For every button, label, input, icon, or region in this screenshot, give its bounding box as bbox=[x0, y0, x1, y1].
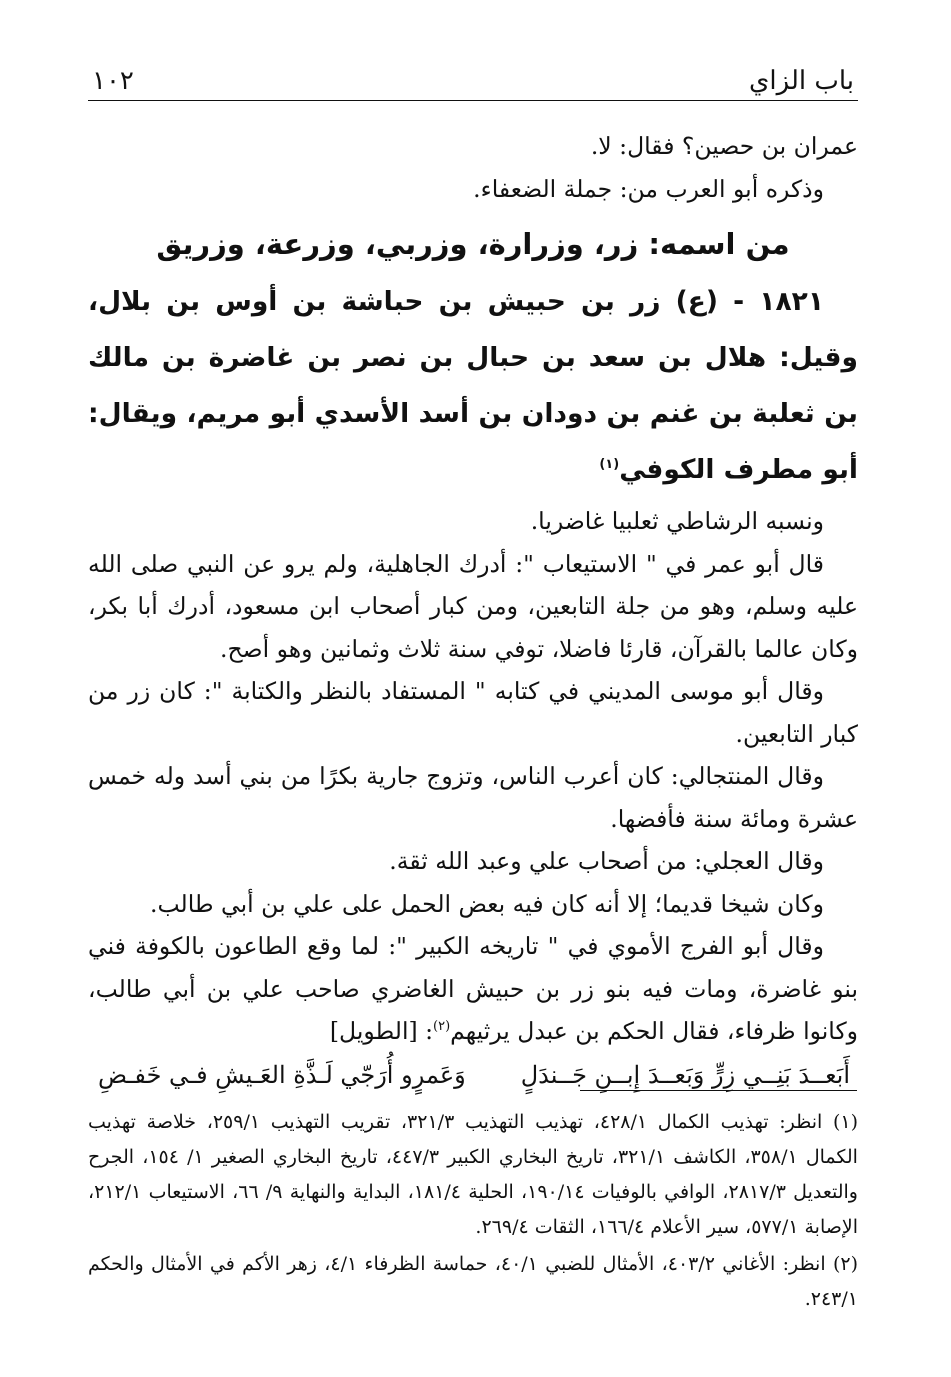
paragraph: وقال العجلي: من أصحاب علي وعبد الله ثقة. bbox=[389, 847, 824, 875]
page bbox=[88, 50, 858, 1097]
footnote-ref: (٢) bbox=[433, 1019, 451, 1035]
footnote: (٢) انظر: الأغاني ٤٠٣/٢، الأمثال للضبي ٤٠/١، حماسة الظرفاء ٤/١، زهر الأكم في الأمثال والحكم ٢٤٣/١. bbox=[88, 1253, 858, 1310]
running-header bbox=[88, 50, 858, 101]
paragraph-text: وقال أبو الفرج الأموي في " تاريخه الكبير ": لما وقع الطاعون بالكوفة فني بنو غاضرة، ومات فيه بنو زر بن حبيش الغاضري صاحب علي بن أبي طالب، وكانوا ظرفاء، فقال الحكم بن عبدل يرثيهم bbox=[88, 932, 858, 1045]
footnote-ref: (١) bbox=[599, 457, 620, 473]
footnotes bbox=[88, 1105, 858, 1319]
verse-second-hemistich: وَعَمرٍو أُرَجّي لَـذَّةِ العَـيشِ فـي خَفـضِ bbox=[98, 1060, 466, 1089]
paragraph: قال أبو عمر في " الاستيعاب ": أدرك الجاهلية، ولم يرو عن النبي صلى الله عليه وسلم، وهو من جلة التابعين، ومن كبار أصحاب ابن مسعود، أدرك أبا بكر، وكان عالما بالقرآن، قارئا فاضلا، توفي سنة ثلاث وثمانين وهو أصح. bbox=[88, 549, 858, 663]
footnote: (١) انظر: تهذيب الكمال ٤٢٨/١، تهذيب التهذيب ٣٢١/٣، تقريب التهذيب ٢٥٩/١، خلاصة تهذيب الكمال ٣٥٨/١، الكاشف ٣٢١/١، تاريخ البخاري الكبير ٤٤٧/٣، تاريخ البخاري الصغير ١/ ١٥٤، الجرح والتعديل ٢٨١٧/٣، الوافي بالوفيات ١٩٠/١٤، الحلية ١٨١/٤، البداية والنهاية ٩/ ٦٦، الاستيعاب ٢١٢/١، الإصابة ٥٧٧/١، سير الأعلام ١٦٦/٤، الثقات ٢٦٩/٤. bbox=[88, 1111, 858, 1238]
paragraph bbox=[88, 925, 858, 1053]
verse-first-hemistich: أَبَعــدَ بَنِــي زِرٍّ وَبَعــدَ إِبــنِ جَــندَلٍ bbox=[520, 1060, 850, 1089]
chapter-title: باب الزاي bbox=[749, 66, 854, 96]
paragraph: وقال أبو موسى المديني في كتابه " المستفاد بالنظر والكتابة ": كان زر من كبار التابعين. bbox=[88, 677, 858, 748]
main-text bbox=[88, 125, 858, 1097]
entry-text: ١٨٢١ - (ع) زر بن حبيش بن حباشة بن أوس بن بلال، وقيل: هلال بن سعد بن حبال بن نصر بن غاضرة بن مالك بن ثعلبة بن غنم بن دودان بن أسد الأسدي أبو مريم، ويقال: أبو مطرف الكوفي bbox=[88, 286, 858, 485]
footnote-separator bbox=[580, 1090, 857, 1091]
section-heading: من اسمه: زر، وزرارة، وزربي، وزرعة، وزريق bbox=[156, 227, 790, 261]
text-line: وذكره أبو العرب من: جملة الضعفاء. bbox=[473, 174, 824, 203]
meter-label: : [الطويل] bbox=[329, 1017, 434, 1045]
page-number: ١٠٢ bbox=[92, 66, 134, 96]
paragraph: ونسبه الرشاطي ثعلبيا غاضريا. bbox=[530, 507, 824, 535]
biography-entry bbox=[88, 274, 858, 498]
paragraph: وكان شيخا قديما؛ إلا أنه كان فيه بعض الحمل على علي بن أبي طالب. bbox=[150, 889, 824, 918]
paragraph: وقال المنتجالي: كان أعرب الناس، وتزوج جارية بكرًا من بني أسد وله خمس عشرة ومائة سنة فأفضها. bbox=[88, 762, 858, 833]
text-line: عمران بن حصين؟ فقال: لا. bbox=[590, 132, 858, 160]
